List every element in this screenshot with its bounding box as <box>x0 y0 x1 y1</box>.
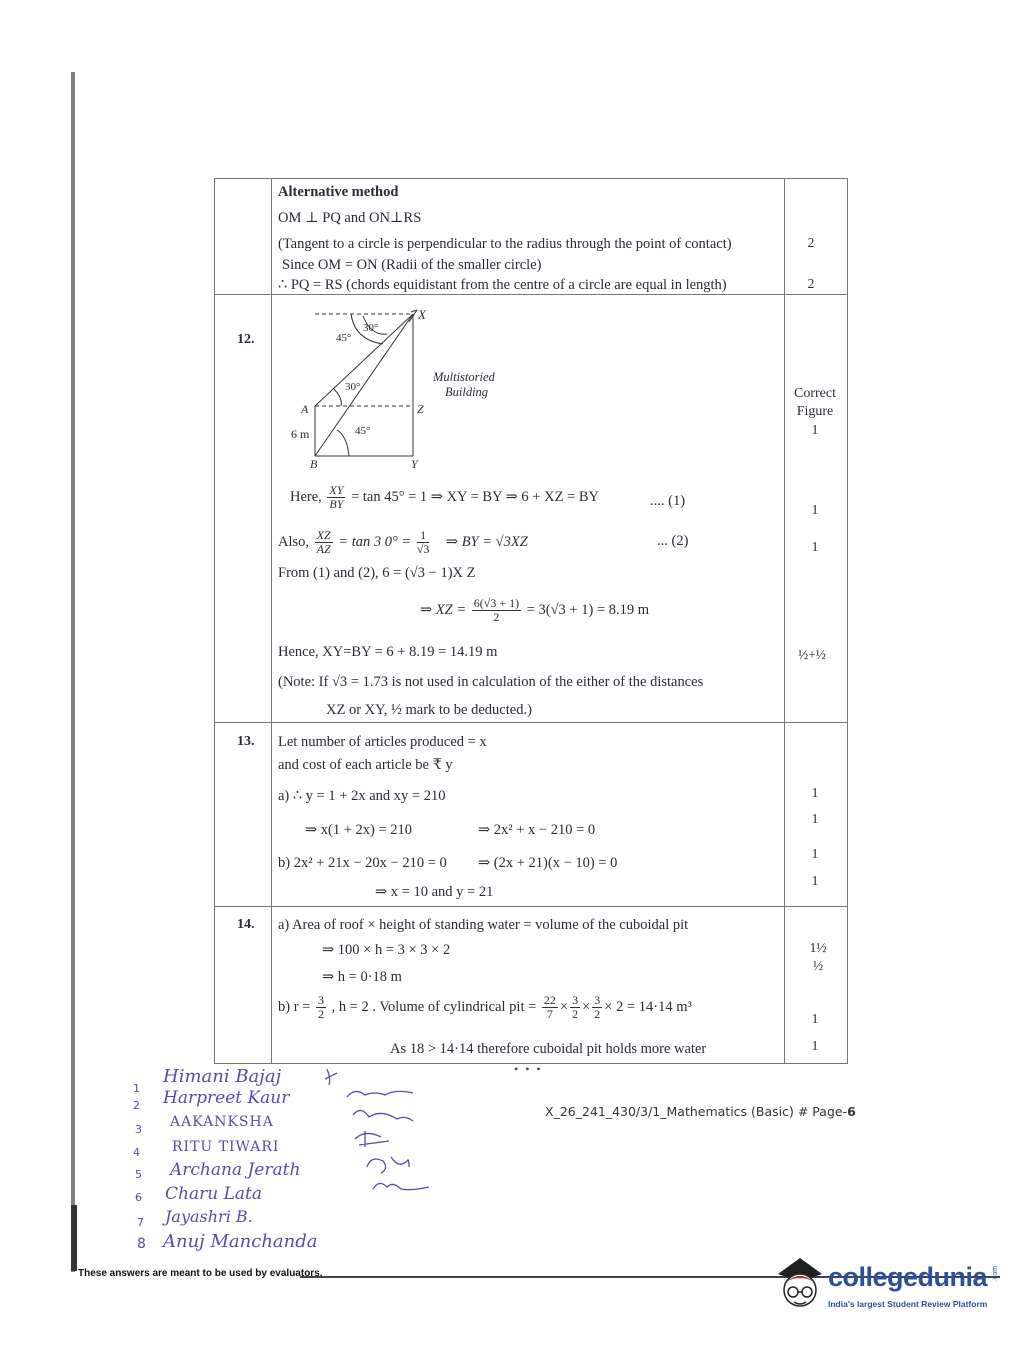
q14-frac-r2 <box>592 994 602 1021</box>
q14-line-1: a) Area of roof × height of standing water = volume of the cuboidal pit <box>278 917 689 933</box>
q12-by-relation: ⇒ BY = √3XZ <box>445 533 528 550</box>
alt-line-4: ∴ PQ = RS (chords equidistant from the centre of a circle are equal in length) <box>278 277 727 293</box>
q13-line-6: ⇒ x = 10 and y = 21 <box>375 884 494 900</box>
fig-building-label-2: Building <box>445 385 489 399</box>
q13-line-4a: ⇒ x(1 + 2x) = 210 <box>305 822 413 838</box>
q12-mark-2: 1 <box>811 539 819 554</box>
row-divider-2 <box>215 722 847 723</box>
fig-height-6m: 6 m <box>291 427 310 441</box>
q12-tan30: = tan 3 0° = <box>338 533 412 550</box>
signature-number-8: 8 <box>137 1236 146 1252</box>
question-number-12: 12. <box>237 332 255 347</box>
q12-hence: Hence, XY=BY = 6 + 8.19 = 14.19 m <box>278 644 498 660</box>
fig-label-x: X <box>418 307 426 322</box>
fig-label-y: Y <box>411 457 418 471</box>
signature-5: Archana Jerath <box>170 1160 301 1180</box>
q14-r-pre: b) r = <box>278 998 311 1015</box>
row-divider-1 <box>215 294 847 295</box>
alt-line-2: (Tangent to a circle is perpendicular to the radius through the point of contact) <box>278 236 732 252</box>
logo-tagline: India's largest Student Review Platform <box>828 1299 988 1309</box>
q13-line-1: Let number of articles produced = x <box>278 734 487 750</box>
q13-line-4b: ⇒ 2x² + x − 210 = 0 <box>478 822 596 838</box>
q12-figure <box>285 304 525 474</box>
q12-note-2: XZ or XY, ½ mark to be deducted.) <box>326 702 532 718</box>
page-id-text: X_26_241_430/3/1_Mathematics (Basic) # Page- <box>545 1104 848 1119</box>
q12-xz-pre: ⇒ XZ = <box>420 601 467 618</box>
q14-mark-3: 1 <box>811 1011 819 1026</box>
frac-den: 2 <box>572 1007 579 1021</box>
fig-label-z: Z <box>417 402 424 416</box>
q14-volume-result: × 2 = 14·14 m³ <box>604 998 692 1015</box>
scan-edge-dark <box>71 1205 77 1271</box>
frac-den: 2 <box>317 1007 324 1021</box>
alt-mark-2: 2 <box>807 276 815 291</box>
evaluator-note: These answers are meant to be used by evaluators. <box>78 1268 323 1279</box>
q12-tag-2: ... (2) <box>657 533 689 549</box>
q12-frac-xz-az <box>315 529 333 556</box>
signature-8: Anuj Manchanda <box>163 1231 318 1252</box>
frac-den: √3 <box>416 542 430 556</box>
q12-step-2 <box>278 529 528 556</box>
fig-angle-30-top: 30° <box>363 322 379 334</box>
frac-num: 6(√3 + 1) <box>473 596 520 610</box>
fig-angle-30: 30° <box>345 381 361 393</box>
q12-here: Here, <box>290 488 322 505</box>
q14-mark-4: 1 <box>811 1038 819 1053</box>
alt-line-3: Since OM = ON (Radii of the smaller circle) <box>282 257 542 273</box>
q14-line-5: As 18 > 14·14 therefore cuboidal pit holds more water <box>390 1041 707 1057</box>
q12-xz-post: = 3(√3 + 1) = 8.19 m <box>526 601 650 618</box>
q12-frac-xz <box>472 597 521 624</box>
q12-frac-xy-by <box>327 484 345 511</box>
alt-heading: Alternative method <box>278 184 399 200</box>
frac-num: 3 <box>594 993 601 1007</box>
question-number-13: 13. <box>237 734 255 749</box>
frac-num: 22 <box>543 993 556 1007</box>
fig-label-b: B <box>310 457 318 471</box>
frac-num: XY <box>329 483 344 497</box>
q12-step-1 <box>290 484 599 511</box>
signature-number-6: 6 <box>135 1191 142 1204</box>
q12-mark-figure-value: 1 <box>811 422 819 437</box>
signature-number-5: 5 <box>135 1168 142 1181</box>
alt-mark-1: 2 <box>807 235 815 250</box>
frac-num: XZ <box>316 528 331 542</box>
q13-line-3: a) ∴ y = 1 + 2x and xy = 210 <box>278 788 446 804</box>
q13-mark-2: 1 <box>811 811 819 826</box>
fig-angle-45-top: 45° <box>336 332 352 344</box>
q14-volume-text: , h = 2 . Volume of cylindrical pit = <box>331 998 537 1015</box>
q13-line-5a: b) 2x² + 21x − 20x − 210 = 0 <box>278 855 447 871</box>
continuation-dots: • • • <box>514 1062 543 1076</box>
signature-number-7: 7 <box>137 1216 144 1229</box>
logo-wordmark: collegedunia <box>828 1262 988 1292</box>
q12-frac-1-root3 <box>417 529 430 556</box>
q13-mark-1: 1 <box>811 785 819 800</box>
q13-mark-3: 1 <box>811 846 819 861</box>
frac-den: BY <box>329 497 344 511</box>
q14-frac-r <box>316 994 326 1021</box>
frac-num: 3 <box>572 993 579 1007</box>
fig-angle-45: 45° <box>355 425 371 437</box>
logo-domain: .com <box>992 1265 1000 1282</box>
q12-step-3: From (1) and (2), 6 = (√3 − 1)X Z <box>278 565 476 581</box>
collegedunia-logo <box>770 1252 1010 1316</box>
frac-den: 7 <box>546 1007 553 1021</box>
page-number: 6 <box>847 1104 856 1119</box>
marking-scheme-table <box>214 178 848 1064</box>
alt-line-1: OM ⊥ PQ and ON⊥RS <box>278 210 422 226</box>
frac-den: 2 <box>594 1007 601 1021</box>
q14-mark-1: 1½ <box>809 940 827 955</box>
signature-4: RITU TIWARI <box>172 1139 280 1155</box>
frac-den: 2 <box>493 610 500 624</box>
signature-6: Charu Lata <box>165 1184 262 1204</box>
signature-number-3: 3 <box>135 1123 142 1136</box>
q12-step-1-text: = tan 45° = 1 ⇒ XY = BY ⇒ 6 + XZ = BY <box>351 488 599 505</box>
q14-frac-pi <box>542 994 558 1021</box>
mascot-icon <box>770 1252 830 1316</box>
q13-line-2: and cost of each article be ₹ y <box>278 757 453 773</box>
question-number-14: 14. <box>237 917 255 932</box>
q12-tag-1: .... (1) <box>650 493 686 509</box>
signature-marks <box>325 1065 435 1205</box>
q12-also: Also, <box>278 533 310 550</box>
q13-line-5b: ⇒ (2x + 21)(x − 10) = 0 <box>478 855 618 871</box>
q13-mark-4: 1 <box>811 873 819 888</box>
q12-mark-3: ½+½ <box>798 647 826 662</box>
signature-number-1: 1 <box>133 1082 140 1095</box>
signature-number-2: 2 <box>133 1099 140 1112</box>
q14-line-4: b) r = $\frac{3}{2}$ , h = 2 . Volume of cylindrical pit = $\frac{22}{7}$ × $\frac{3}{2}$ × $\frac{3}{2}$ × 2 = 14·14 m³ <box>278 993 692 1021</box>
frac-den: AZ <box>316 542 331 556</box>
row-divider-3 <box>215 906 847 907</box>
signature-3: AAKANKSHA <box>170 1114 274 1130</box>
scan-edge <box>71 72 75 1272</box>
signature-2: Harpreet Kaur <box>163 1088 290 1108</box>
q12-mark-correct: Correct <box>794 386 836 401</box>
q12-step-4 <box>420 597 649 624</box>
q14-line-3: ⇒ h = 0·18 m <box>322 969 402 985</box>
fig-building-label-1: Multistoried <box>433 370 495 384</box>
q14-frac-r1 <box>570 994 580 1021</box>
signature-7: Jayashri B. <box>165 1207 253 1226</box>
frac-num: 3 <box>317 993 324 1007</box>
column-divider-right <box>784 179 785 1063</box>
column-divider-left <box>271 179 272 1063</box>
signature-number-4: 4 <box>133 1146 140 1159</box>
signature-1: Himani Bajaj <box>163 1066 282 1087</box>
q14-mark-2: ½ <box>812 958 824 973</box>
page-identifier <box>545 1104 856 1119</box>
q14-line-2: ⇒ 100 × h = 3 × 3 × 2 <box>322 942 451 958</box>
frac-num: 1 <box>417 529 430 543</box>
q12-note-1: (Note: If √3 = 1.73 is not used in calculation of the either of the distances <box>278 674 704 690</box>
fig-label-a: A <box>301 402 309 416</box>
q12-mark-figure: Figure <box>796 404 834 419</box>
q12-mark-1: 1 <box>811 502 819 517</box>
